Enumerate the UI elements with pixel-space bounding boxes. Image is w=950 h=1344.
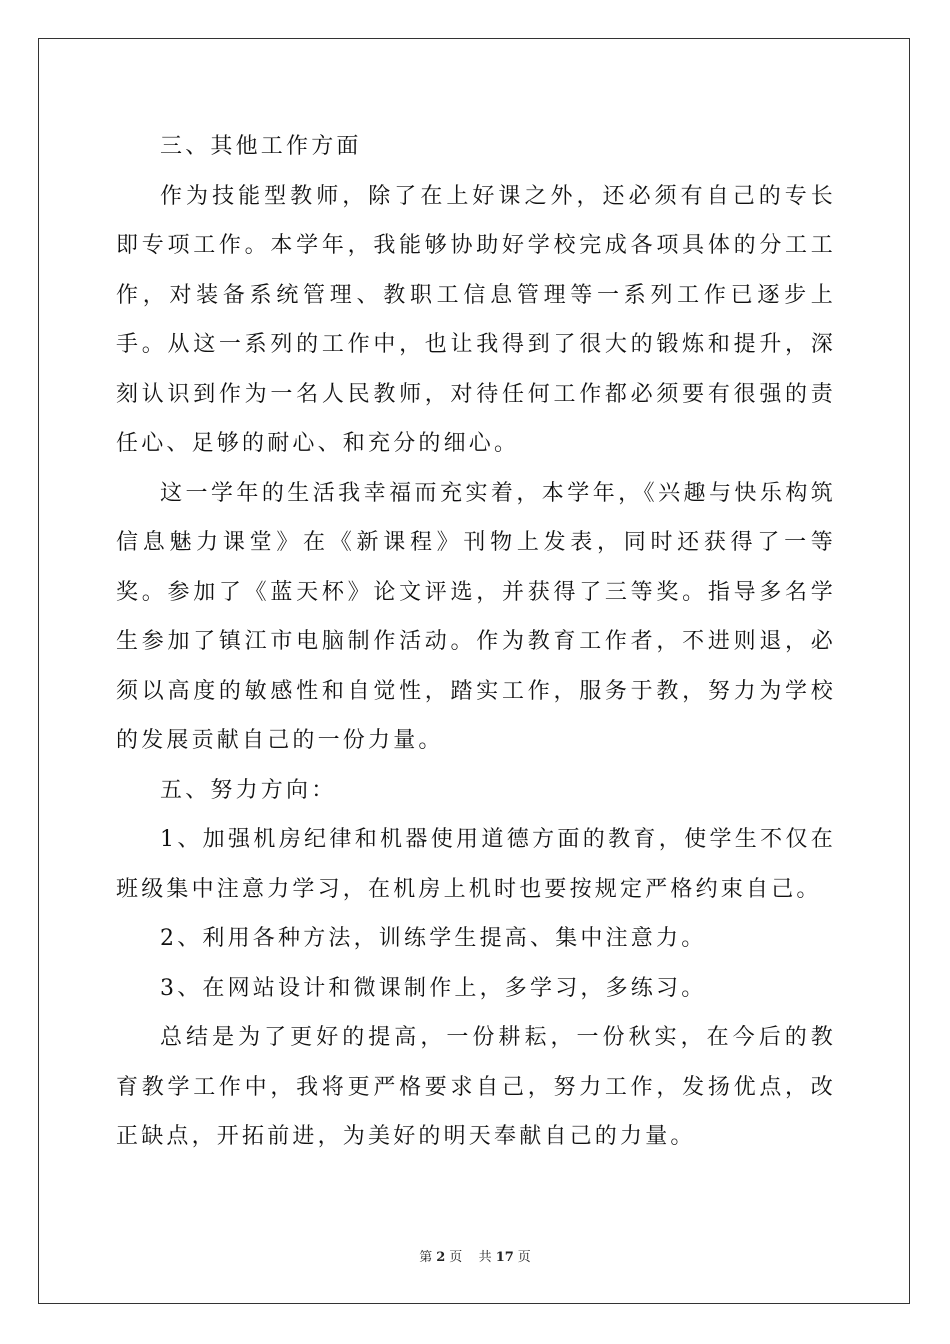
page-prefix: 第 xyxy=(419,1250,433,1265)
list-item-2: 2、利用各种方法，训练学生提高、集中注意力。 xyxy=(160,926,707,951)
list-item-3: 3、在网站设计和微课制作上，多学习，多练习。 xyxy=(160,975,707,1001)
page-footer xyxy=(0,1246,950,1265)
paragraph-summary: 总结是为了更好的提高，一份耕耘，一份秋实，在今后的教育教学工作中，我将更严格要求自己，努力工作，发扬优点，改正缺点，开拓前进，为美好的明天奉献自己的力量。 xyxy=(116,1025,836,1149)
page-unit: 页 xyxy=(449,1250,463,1265)
page-total: 17 xyxy=(495,1250,514,1265)
paragraph-skill-teacher: 作为技能型教师，除了在上好课之外，还必须有自己的专长即专项工作。本学年，我能够协助好学校完成各项具体的分工工作，对装备系统管理、教职工信息管理等一系列工作已逐步上手。从这一系列的工作中，也让我得到了很大的锻炼和提升，深刻认识到作为一名人民教师，对待任何工作都必须要有很强的责任心、足够的耐心、和充分的细心。 xyxy=(116,183,836,456)
document-body xyxy=(116,122,836,1162)
total-unit: 页 xyxy=(517,1250,531,1265)
section-heading-direction: 五、努力方向： xyxy=(160,777,337,803)
section-heading-other-work: 三、其他工作方面 xyxy=(160,134,362,159)
list-item-1: 1、加强机房纪律和机器使用道德方面的教育，使学生不仅在班级集中注意力学习，在机房上机时也要按规定严格约束自己。 xyxy=(116,827,836,902)
paragraph-achievements: 这一学年的生活我幸福而充实着，本学年，《兴趣与快乐构筑信息魅力课堂》在《新课程》刊物上发表，同时还获得了一等奖。参加了《蓝天杯》论文评选，并获得了三等奖。指导多名学生参加了镇江市电脑制作活动。作为教育工作者，不进则退，必须以高度的敏感性和自觉性，踏实工作，服务于教，努力为学校的发展贡献自己的一份力量。 xyxy=(116,480,836,753)
total-prefix: 共 xyxy=(478,1250,492,1265)
page-current: 2 xyxy=(436,1250,446,1265)
